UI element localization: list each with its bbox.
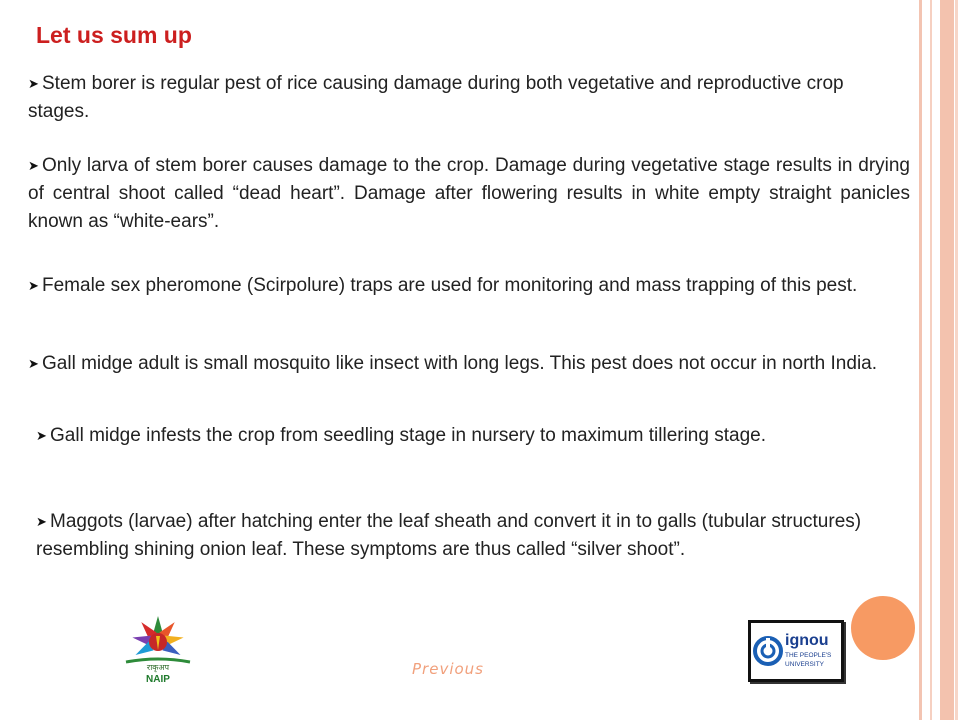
right-border-line: [955, 0, 958, 720]
arrow-bullet-icon: ➤: [36, 428, 47, 443]
bullet-item: [28, 272, 910, 300]
ignou-tagline: THE PEOPLE'S: [785, 652, 832, 659]
previous-link[interactable]: Previous: [412, 660, 484, 678]
bullet-item: [36, 508, 876, 564]
accent-circle: [851, 596, 915, 660]
arrow-bullet-icon: ➤: [28, 158, 39, 173]
ignou-logo: [748, 620, 844, 682]
naip-text: NAIP: [146, 674, 170, 685]
arrow-bullet-icon: ➤: [28, 278, 39, 293]
bullet-text: Gall midge infests the crop from seedling stage in nursery to maximum tillering stage.: [50, 425, 766, 446]
right-border-line: [919, 0, 922, 720]
bullet-item: [28, 350, 910, 378]
naip-subtext: राकृअप: [146, 663, 170, 672]
bullet-text: Female sex pheromone (Scirpolure) traps are used for monitoring and mass trapping of this pest.: [42, 275, 858, 296]
naip-logo: [116, 612, 200, 686]
ignou-brand: ignou: [785, 632, 829, 649]
right-border-line: [930, 0, 932, 720]
bullet-item: [28, 70, 908, 126]
bullet-text: Gall midge adult is small mosquito like insect with long legs. This pest does not occur in north India.: [42, 353, 878, 374]
right-border-band: [940, 0, 954, 720]
arrow-bullet-icon: ➤: [36, 514, 47, 529]
bullet-text: Only larva of stem borer causes damage to the crop. Damage during vegetative stage results in drying of central shoot called “dead heart”. Damage after flowering results in white empty straight panicles known as “white-ears”.: [28, 155, 910, 232]
arrow-bullet-icon: ➤: [28, 76, 39, 91]
bullet-text: Maggots (larvae) after hatching enter the leaf sheath and convert it in to galls (tubular structures) resembling shining onion leaf. These symptoms are thus called “silver shoot”.: [36, 511, 862, 560]
slide-title: Let us sum up: [36, 22, 192, 48]
ignou-tagline: UNIVERSITY: [785, 661, 825, 668]
bullet-item: [36, 422, 902, 450]
bullet-item: [28, 152, 910, 236]
arrow-bullet-icon: ➤: [28, 356, 39, 371]
bullet-text: Stem borer is regular pest of rice causing damage during both vegetative and reproductive crop stages.: [28, 73, 844, 122]
